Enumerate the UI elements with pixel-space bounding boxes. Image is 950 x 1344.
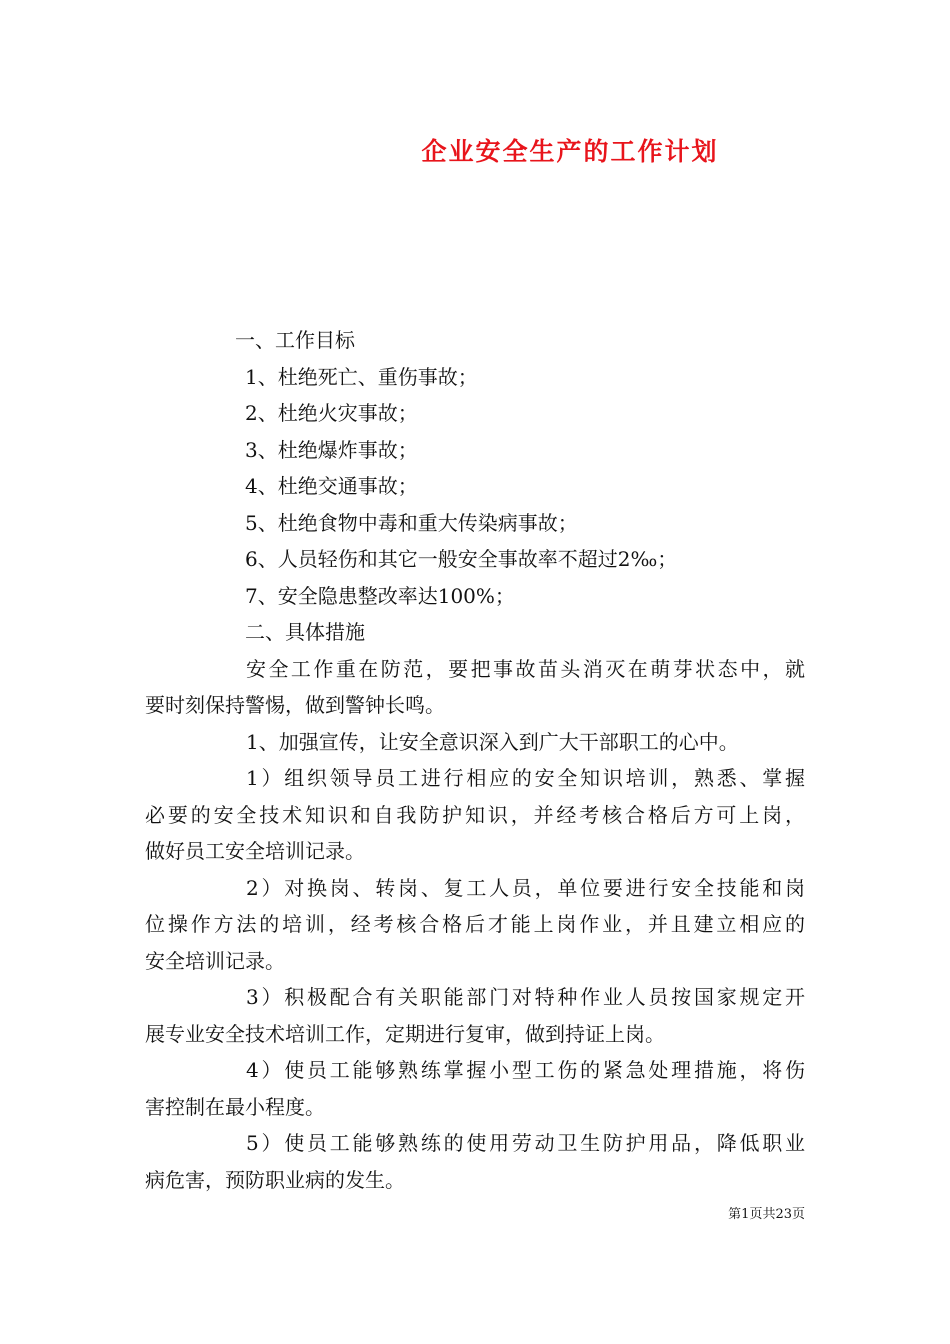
document-body — [145, 322, 805, 1198]
document-title: 企业安全生产的工作计划 — [421, 137, 719, 166]
paragraph-line: 5）使员工能够熟练的使用劳动卫生防护用品，降低职业 — [246, 1131, 805, 1155]
paragraph-line: 安全工作重在防范，要把事故苗头消灭在萌芽状态中，就 — [246, 656, 805, 681]
paragraph-line: 1）组织领导员工进行相应的安全知识培训，熟悉、掌握 — [246, 766, 805, 790]
paragraph-line: 位操作方法的培训，经考核合格后才能上岗作业，并且建立相应的 — [145, 912, 805, 936]
goal-item: 7、安全隐患整改率达100%； — [245, 583, 515, 608]
goal-item: 4、杜绝交通事故； — [245, 474, 418, 498]
paragraph-line: 3）积极配合有关职能部门对特种作业人员按国家规定开 — [246, 985, 805, 1009]
paragraph-line: 病危害，预防职业病的发生。 — [145, 1167, 405, 1192]
paragraph-line: 1、加强宣传，让安全意识深入到广大干部职工的心中。 — [246, 729, 739, 754]
paragraph-line: 要时刻保持警惕，做到警钟长鸣。 — [145, 693, 445, 717]
paragraph-line: 必要的安全技术知识和自我防护知识，并经考核合格后方可上岗， — [145, 802, 805, 827]
goal-item: 3、杜绝爆炸事故； — [245, 437, 418, 462]
paragraph-line: 做好员工安全培训记录。 — [145, 839, 365, 863]
goal-item: 5、杜绝食物中毒和重大传染病事故； — [245, 510, 578, 535]
section-heading: 一、工作目标 — [235, 328, 355, 352]
paragraph-line: 害控制在最小程度。 — [145, 1094, 325, 1119]
paragraph-line: 展专业安全技术培训工作，定期进行复审，做到持证上岗。 — [145, 1021, 665, 1046]
page-number: 第1页共23页 — [728, 1207, 805, 1222]
section-heading: 二、具体措施 — [245, 620, 365, 644]
goal-item: 1、杜绝死亡、重伤事故； — [245, 364, 478, 389]
paragraph-line: 安全培训记录。 — [145, 948, 285, 973]
goal-item: 2、杜绝火灾事故； — [245, 401, 418, 425]
goal-item: 6、人员轻伤和其它一般安全事故率不超过2‰； — [245, 547, 678, 571]
paragraph-line: 4）使员工能够熟练掌握小型工伤的紧急处理措施，将伤 — [246, 1058, 805, 1082]
paragraph-line: 2）对换岗、转岗、复工人员，单位要进行安全技能和岗 — [246, 875, 805, 900]
